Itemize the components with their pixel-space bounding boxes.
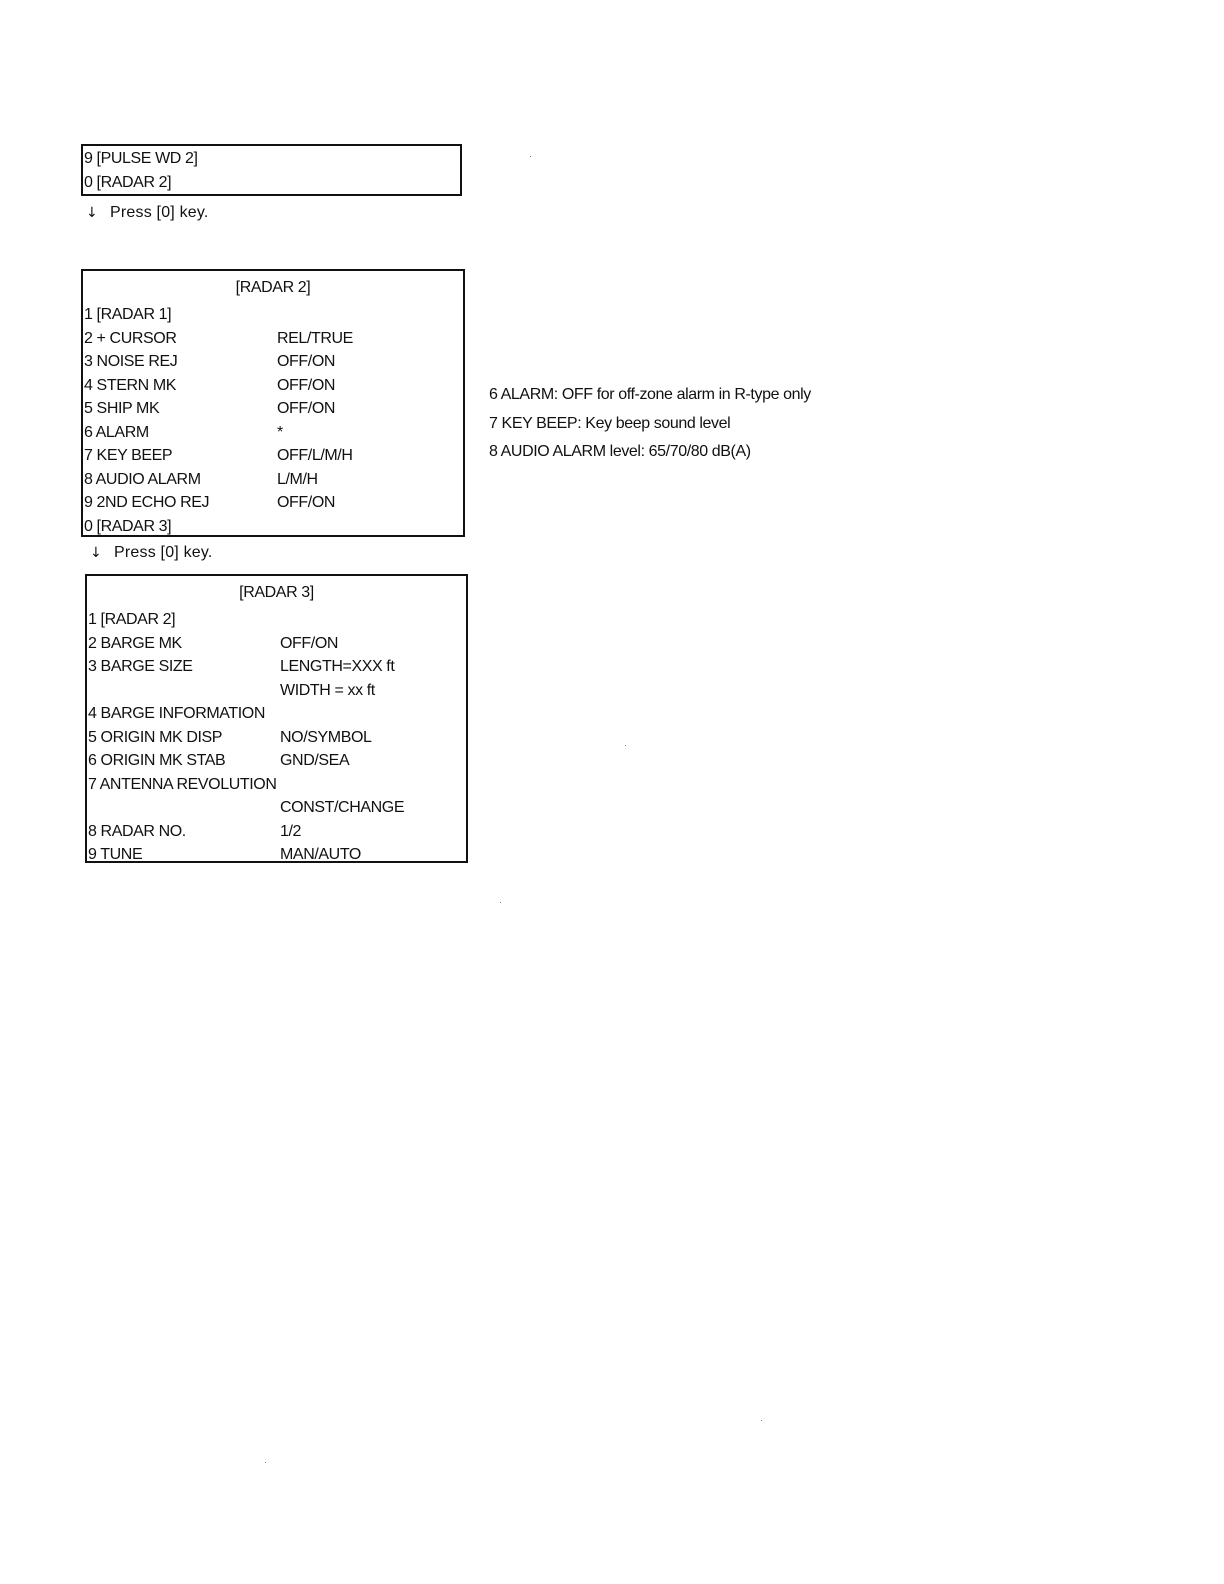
menu-item-label: 5 SHIP MK: [84, 400, 160, 417]
radar2-menu-row[interactable]: [83, 491, 463, 515]
menu-item-value: CONST/CHANGE: [280, 799, 405, 816]
menu-item-value: OFF/ON: [280, 634, 339, 652]
radar3-menu-box: [85, 574, 468, 863]
radar2-menu-row[interactable]: [83, 421, 463, 445]
radar2-menu-box: [81, 269, 465, 537]
radar3-menu-row[interactable]: [87, 608, 466, 632]
radar2-menu-row[interactable]: [83, 444, 463, 468]
menu-item-label: 3 BARGE SIZE: [88, 658, 193, 675]
scan-speck: [761, 1420, 762, 1421]
scan-speck: [530, 156, 531, 157]
menu-item-label: 4 STERN MK: [84, 376, 177, 394]
menu-item-label: 0 [RADAR 3]: [84, 517, 172, 535]
menu-item-label: 9 2ND ECHO REJ: [84, 494, 210, 511]
menu-item-value: GND/SEA: [280, 752, 350, 769]
radar3-menu-row: [87, 679, 466, 703]
menu-notes: [489, 381, 811, 467]
menu-item-label: 8 AUDIO ALARM: [84, 470, 201, 488]
menu-item-value: *: [277, 423, 283, 441]
radar2-menu-row[interactable]: [83, 515, 463, 539]
note-audio-alarm: 8 AUDIO ALARM level: 65/70/80 dB(A): [489, 443, 751, 460]
radar2-menu-row[interactable]: [83, 303, 463, 327]
radar3-menu-row[interactable]: [87, 726, 466, 750]
menu-item-value: OFF/ON: [277, 353, 336, 370]
menu-item-label: 1 [RADAR 1]: [84, 306, 172, 323]
menu-item-value: OFF/ON: [277, 376, 336, 394]
menu-item-value: NO/SYMBOL: [280, 728, 372, 746]
menu-item-label: 5 ORIGIN MK DISP: [88, 728, 223, 746]
pulse-menu-row[interactable]: [83, 171, 460, 195]
menu-item-value: OFF/ON: [277, 400, 336, 417]
menu-item-value: LENGTH=XXX ft: [280, 658, 395, 675]
radar3-menu-row[interactable]: [87, 820, 466, 844]
menu-item-value: OFF/L/M/H: [277, 447, 353, 464]
press-key-text: Press [0] key.: [110, 204, 209, 221]
radar2-menu-list: [83, 303, 463, 538]
menu-item-label: 3 NOISE REJ: [84, 353, 178, 370]
scan-speck: [625, 745, 626, 746]
menu-item-label: 0 [RADAR 2]: [84, 173, 172, 191]
radar3-menu-row[interactable]: [87, 655, 466, 679]
radar3-menu-title: [RADAR 3]: [239, 584, 314, 601]
note-key-beep: 7 KEY BEEP: Key beep sound level: [489, 414, 731, 432]
menu-item-label: 6 ALARM: [84, 423, 149, 441]
menu-item-label: 6 ORIGIN MK STAB: [88, 752, 226, 769]
radar3-menu-row: [87, 796, 466, 820]
menu-item-value: L/M/H: [277, 470, 318, 488]
press-key-instruction: [90, 544, 213, 562]
radar3-menu-row[interactable]: [87, 749, 466, 773]
radar2-menu-row[interactable]: [83, 397, 463, 421]
pulse-menu-box: [81, 144, 462, 196]
radar3-menu-row[interactable]: [87, 773, 466, 797]
radar2-menu-row[interactable]: [83, 468, 463, 492]
radar2-menu-row[interactable]: [83, 374, 463, 398]
press-key-text: Press [0] key.: [114, 544, 213, 561]
radar3-menu-list: [87, 608, 466, 867]
press-key-instruction: [86, 204, 209, 222]
down-arrow-icon: ↓: [86, 205, 98, 221]
radar3-menu-row[interactable]: [87, 632, 466, 656]
menu-item-label: 4 BARGE INFORMATION: [88, 705, 266, 722]
radar2-menu-row[interactable]: [83, 350, 463, 374]
down-arrow-icon: ↓: [90, 545, 102, 561]
scan-speck: [265, 1462, 266, 1463]
menu-item-value: REL/TRUE: [277, 329, 353, 347]
menu-item-label: 8 RADAR NO.: [88, 822, 186, 840]
menu-item-label: 7 KEY BEEP: [84, 447, 173, 464]
menu-item-label: 9 TUNE: [88, 846, 143, 863]
menu-item-value: WIDTH = xx ft: [280, 681, 375, 699]
menu-item-label: 1 [RADAR 2]: [88, 611, 176, 628]
radar2-menu-title: [RADAR 2]: [235, 279, 311, 296]
menu-item-value: 1/2: [280, 822, 302, 840]
pulse-menu-row[interactable]: [83, 147, 460, 171]
menu-item-label: 9 [PULSE WD 2]: [84, 150, 198, 167]
radar2-menu-row[interactable]: [83, 327, 463, 351]
menu-item-label: 2 + CURSOR: [84, 329, 177, 347]
scan-speck: [500, 902, 501, 903]
menu-item-value: OFF/ON: [277, 494, 336, 511]
radar3-menu-row[interactable]: [87, 843, 466, 867]
menu-item-label: 7 ANTENNA REVOLUTION: [88, 775, 277, 793]
menu-item-value: MAN/AUTO: [280, 846, 361, 863]
radar3-menu-row[interactable]: [87, 702, 466, 726]
menu-item-label: 2 BARGE MK: [88, 634, 182, 652]
note-alarm: 6 ALARM: OFF for off-zone alarm in R-type only: [489, 386, 811, 403]
